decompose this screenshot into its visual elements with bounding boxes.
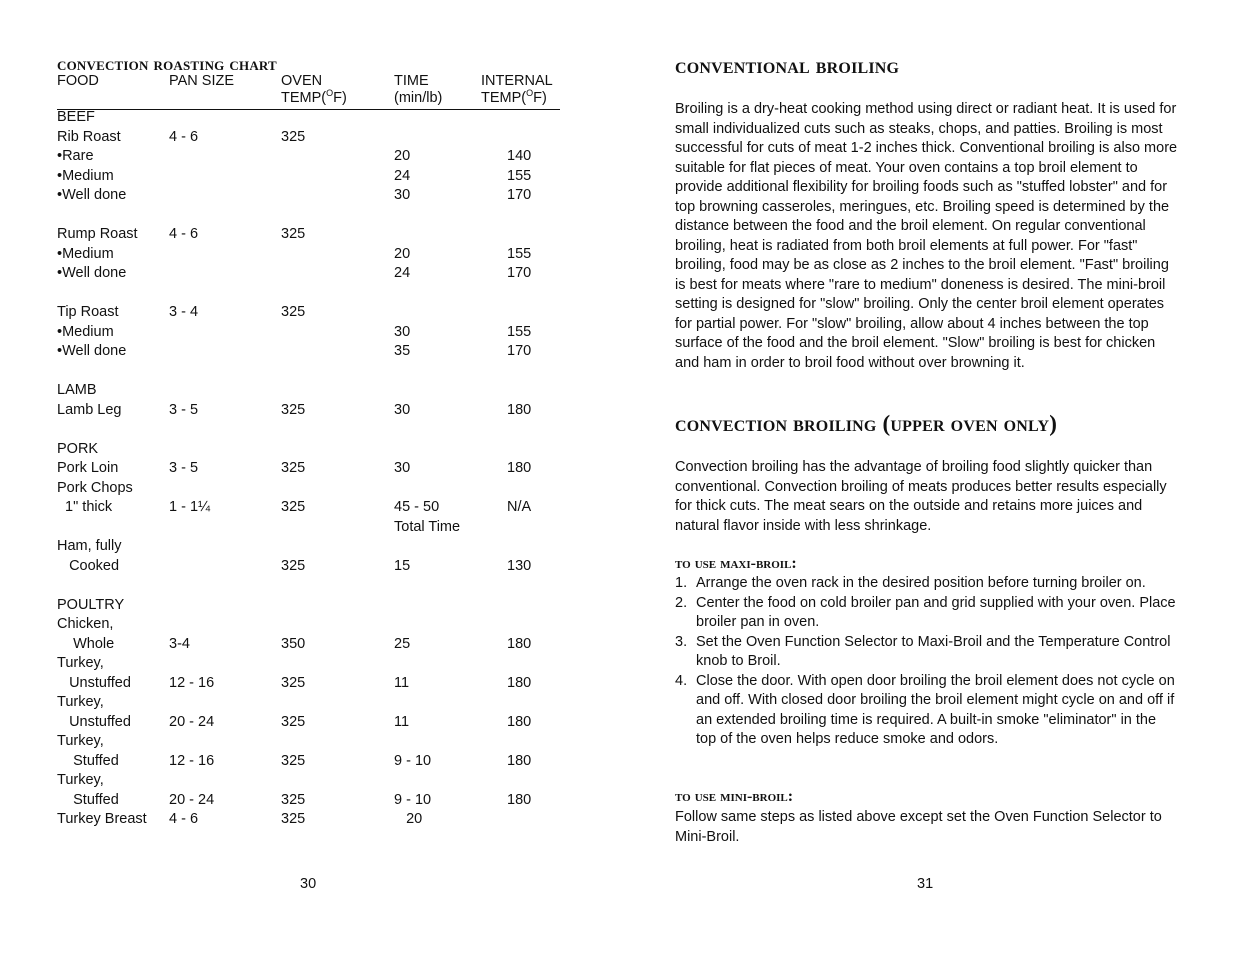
row-temp-cell: 325 [281,713,306,730]
row-internal-cell: 180 [507,635,532,652]
row-temp-cell: 325 [281,128,306,145]
degree-symbol: O [526,88,534,99]
row-food-cell: POULTRY [57,596,125,613]
row-temp-cell: 325 [281,791,306,808]
row-food-cell: Lamb Leg [57,401,122,418]
header-pan-size: PAN SIZE [169,73,234,89]
step-number: 1. [675,575,688,591]
row-time-cell: 30 [394,460,411,476]
row-internal-cell: 155 [507,323,532,340]
heading-maxi-broil: to use maxi-broil: [675,555,797,572]
row-food-cell: Chicken, [57,616,114,632]
row-temp-cell: 325 [281,460,306,476]
header-internal-temp-label: TEMP( [481,90,527,106]
row-food-cell: Rump Roast [57,226,138,242]
row-temp-cell: 325 [281,674,306,691]
step-item [675,633,1180,672]
row-temp-cell: 325 [281,752,306,769]
degree-symbol: O [326,88,334,99]
row-food-cell: •Medium [57,167,114,184]
header-oven-line2 [281,90,347,107]
row-time-cell: 9 - 10 [394,752,432,769]
row-food-cell: Ham, fully [57,538,122,554]
row-pan-cell: 20 - 24 [169,791,215,808]
row-pan-cell: 4 - 6 [169,811,199,827]
row-pan-cell: 12 - 16 [169,752,215,769]
heading-mini-broil: to use mini-broil: [675,788,794,805]
row-time-cell: 15 [394,557,411,574]
row-time-cell: 11 [394,674,410,691]
step-text: Center the food on cold broiler pan and grid supplied with your oven. Place broiler pan in oven. [696,594,1176,630]
row-time-cell: 30 [394,323,411,340]
row-food-cell: Stuffed [57,752,119,769]
header-food: FOOD [57,73,99,89]
row-food-cell: Turkey, [57,694,104,710]
row-internal-cell: 170 [507,265,532,281]
header-internal-line2 [481,90,553,107]
row-internal-cell: 140 [507,148,532,164]
row-food-cell: Tip Roast [57,304,119,320]
row-food-cell: Unstuffed [57,713,131,730]
heading-conventional-broiling: conventional broiling [675,53,900,78]
row-food-cell: •Medium [57,245,114,262]
row-pan-cell: 4 - 6 [169,226,199,242]
step-number: 3. [675,633,688,650]
row-time-cell: 20 [394,148,411,164]
row-internal-cell: 130 [507,557,532,574]
step-text: Arrange the oven rack in the desired position before turning broiler on. [696,575,1146,591]
row-pan-cell: 3 - 4 [169,304,199,320]
row-food-cell: Turkey, [57,655,104,671]
row-time-cell: 24 [394,265,411,281]
row-food-cell: •Rare [57,148,94,164]
row-food-cell: Rib Roast [57,128,121,145]
step-item [675,594,1180,633]
row-food-cell: Turkey, [57,733,104,749]
chart-title: convection roasting chart [57,54,277,75]
row-temp-cell: 325 [281,304,306,320]
row-time-cell: 30 [394,187,411,203]
header-oven-unit: F) [333,90,347,106]
row-food-cell: Pork Chops [57,479,133,496]
row-temp-cell: 325 [281,557,306,574]
step-item [675,574,1180,594]
row-pan-cell: 12 - 16 [169,674,215,691]
row-temp-cell: 325 [281,226,306,242]
header-oven-temp [281,73,347,107]
page-number: 30 [300,876,317,892]
row-internal-cell: 170 [507,343,532,359]
broiling-paragraph: Broiling is a dry-heat cooking method using direct or radiant heat. It is used for small individualized cuts such as steaks, chops, and patties. Broiling is most successful for cuts of meat 1-2 inches thick. Conventional broiling is also more suitable for flat pieces of meat. Your oven contains a top broil element to provide additional flexibility for broiling foods such as "stuffed lobster" and for top browning casseroles, meringues, etc. Broiling speed is determined by the distance between the food and the broil element. On regular conventional broiling, heat is radiated from both broil elements at full power. For "fast" broiling, food may be as close as 2 inches to the broil element. "Fast" broiling is best for meats where "rare to medium" doneness is desired. The mini-broil setting is designed for "slow" broiling. Only the center broil element operates for partial power. For "slow" broiling, allow about 4 inches between the top surface of the food and the broil element. "Slow" broiling is best for chicken and ham in order to broil food without over browning it. [675,101,1178,371]
row-time-cell: 11 [394,713,410,730]
row-time-cell: 25 [394,635,411,652]
row-food-cell: Cooked [57,557,120,574]
header-internal-temp [481,73,553,107]
row-internal-cell: 180 [507,460,532,476]
left-page [0,0,617,954]
header-internal-unit: F) [533,90,547,106]
row-food-cell: Whole [57,635,115,652]
row-pan-cell: 3-4 [169,635,190,652]
row-food-cell: •Well done [57,343,127,359]
step-text: Close the door. With open door broiling the broil element does not cycle on and off. With closed door broiling the broil element might cycle on and off if an extended broiling time is required. A built-in smoke "eliminator" in the top of the oven helps reduce smoke and odors. [696,672,1175,747]
row-food-cell: Unstuffed [57,674,131,691]
row-internal-cell: 155 [507,245,532,262]
step-item [675,672,1180,750]
row-food-cell: LAMB [57,382,97,398]
row-time-cell: 9 - 10 [394,791,432,808]
chart-header [57,73,560,110]
row-pan-cell: 1 - 1¼ [169,499,211,515]
header-internal-line1: INTERNAL [481,73,553,89]
row-internal-cell: 180 [507,791,532,808]
row-pan-cell: 3 - 5 [169,460,199,476]
row-internal-cell: 155 [507,167,532,184]
row-time-cell: Total Time [394,518,461,535]
row-internal-cell: N/A [507,499,532,515]
row-time-cell: 20 [394,811,423,827]
row-pan-cell: 20 - 24 [169,713,215,730]
row-time-cell: 45 - 50 [394,499,440,515]
row-internal-cell: 180 [507,713,532,730]
row-internal-cell: 180 [507,401,532,418]
row-temp-cell: 325 [281,401,306,418]
row-food-cell: 1" thick [57,499,113,515]
row-food-cell: •Medium [57,323,114,340]
maxi-broil-steps [675,574,1180,750]
row-time-cell: 30 [394,401,411,418]
row-internal-cell: 180 [507,674,532,691]
page-number-right: 31 [917,876,934,892]
row-internal-cell: 170 [507,187,532,203]
row-food-cell: Stuffed [57,791,119,808]
row-food-cell: BEEF [57,109,95,125]
convection-paragraph: Convection broiling has the advantage of broiling food slightly quicker than conventional. Convection broiling of meats produces better results especially for thick cuts. The meat sears on the outside and retains more juices and natural flavor inside with less shrinkage. [675,459,1167,534]
header-time [394,73,442,107]
row-pan-cell: 3 - 5 [169,401,199,418]
step-number: 2. [675,594,688,611]
row-food-cell: •Well done [57,265,127,281]
row-internal-cell: 180 [507,752,532,769]
row-food-cell: •Well done [57,187,127,203]
header-time-line2: (min/lb) [394,90,443,106]
step-text: Set the Oven Function Selector to Maxi-Broil and the Temperature Control knob to Broil. [696,633,1171,669]
row-temp-cell: 325 [281,499,306,515]
row-food-cell: PORK [57,440,99,457]
heading-convection-broiling: convection broiling (upper oven only) [675,411,1058,436]
row-time-cell: 20 [394,245,411,262]
mini-broil-paragraph: Follow same steps as listed above except set the Oven Function Selector to Mini-Broil. [675,809,1162,845]
row-temp-cell: 350 [281,635,306,652]
row-pan-cell: 4 - 6 [169,128,199,145]
header-oven-line1: OVEN [281,73,323,89]
header-time-line1: TIME [394,73,429,89]
step-number: 4. [675,672,688,689]
row-food-cell: Pork Loin [57,460,119,476]
row-food-cell: Turkey Breast [57,811,147,827]
row-time-cell: 24 [394,167,411,184]
row-food-cell: Turkey, [57,772,104,788]
header-oven-temp-label: TEMP( [281,90,327,106]
row-temp-cell: 325 [281,811,306,827]
row-time-cell: 35 [394,343,411,359]
